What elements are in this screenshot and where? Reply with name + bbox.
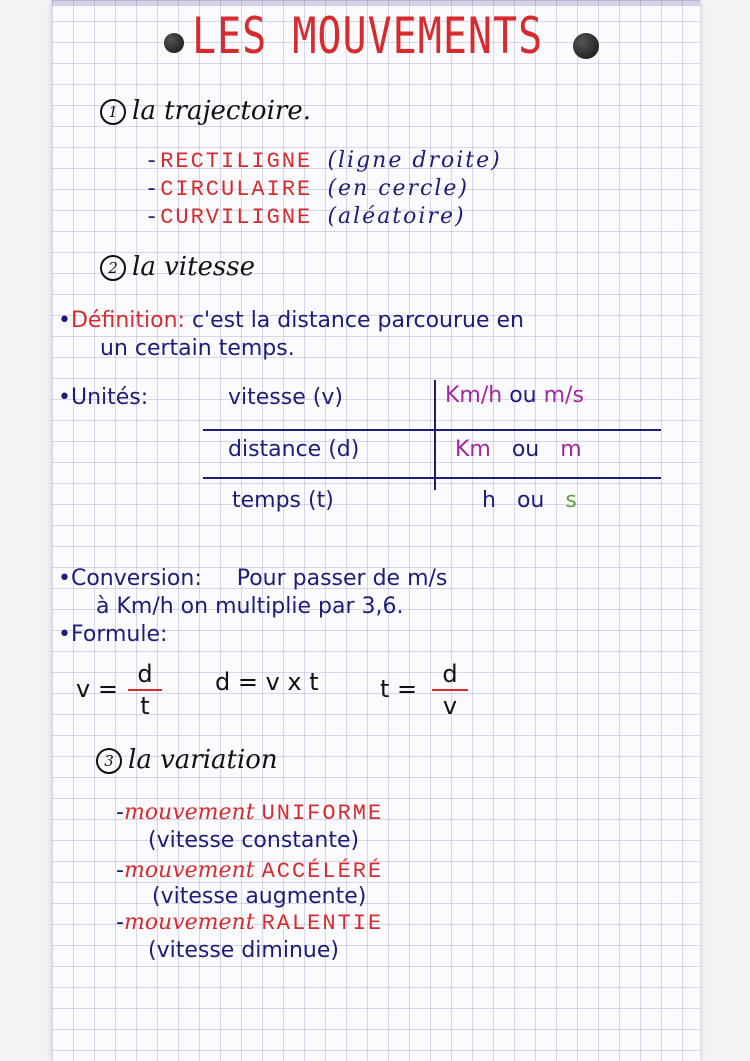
- binder-hole-right: [573, 33, 599, 59]
- definition-label: Définition:: [70, 308, 185, 333]
- variation-item-2: -mouvement ACCÉLÉRÉ: [116, 858, 384, 884]
- trajectory-item-3: -CURVILIGNE (aléatoire): [145, 204, 466, 230]
- variation-note-1: (vitesse constante): [148, 828, 360, 853]
- units-table-rule-1: [203, 429, 661, 431]
- trajectory-item-2: -CIRCULAIRE (en cercle): [145, 176, 470, 202]
- trajectory-item-1: -RECTILIGNE (ligne droite): [145, 148, 502, 174]
- formula-distance: d = v x t: [215, 668, 319, 696]
- units-row-time-units: h ou s: [482, 488, 577, 513]
- definition-line-1: •Définition: c'est la distance parcourue en: [58, 308, 524, 333]
- section2-number: 2: [100, 255, 126, 281]
- formula-time-fraction: d v: [432, 660, 468, 720]
- binder-hole-left: [164, 33, 184, 53]
- units-table-rule-2: [203, 477, 661, 479]
- units-table-divider: [434, 380, 436, 490]
- formula-speed-lhs: v =: [76, 675, 118, 703]
- variation-note-3: (vitesse diminue): [148, 938, 339, 963]
- units-row-distance-units: Km ou m: [455, 437, 582, 462]
- formula-speed-fraction: d t: [128, 660, 162, 720]
- units-row-speed-units: Km/h ou m/s: [445, 383, 584, 408]
- section3-number: 3: [96, 748, 122, 774]
- conversion-line-2: à Km/h on multiplie par 3,6.: [96, 594, 404, 619]
- page-top-edge: [52, 0, 700, 6]
- section1-number: 1: [100, 99, 126, 125]
- section1-heading: 1 la trajectoire.: [100, 96, 311, 126]
- formula-time-lhs: t =: [380, 675, 418, 703]
- page-title: LES MOUVEMENTS: [192, 8, 544, 66]
- conversion-line-1: •Conversion: Pour passer de m/s: [58, 566, 448, 591]
- units-label: •Unités:: [58, 385, 149, 410]
- units-row-time-quantity: temps (t): [232, 488, 334, 513]
- units-row-distance-quantity: distance (d): [228, 437, 360, 462]
- section2-heading: 2 la vitesse: [100, 252, 255, 282]
- variation-note-2: (vitesse augmente): [152, 884, 367, 909]
- definition-line-2: un certain temps.: [100, 336, 295, 361]
- section3-heading: 3 la variation: [96, 745, 278, 775]
- variation-item-1: -mouvement UNIFORME: [116, 800, 384, 826]
- units-row-speed-quantity: vitesse (v): [228, 385, 343, 410]
- variation-item-3: -mouvement RALENTIE: [116, 910, 384, 936]
- formula-label: •Formule:: [58, 622, 168, 647]
